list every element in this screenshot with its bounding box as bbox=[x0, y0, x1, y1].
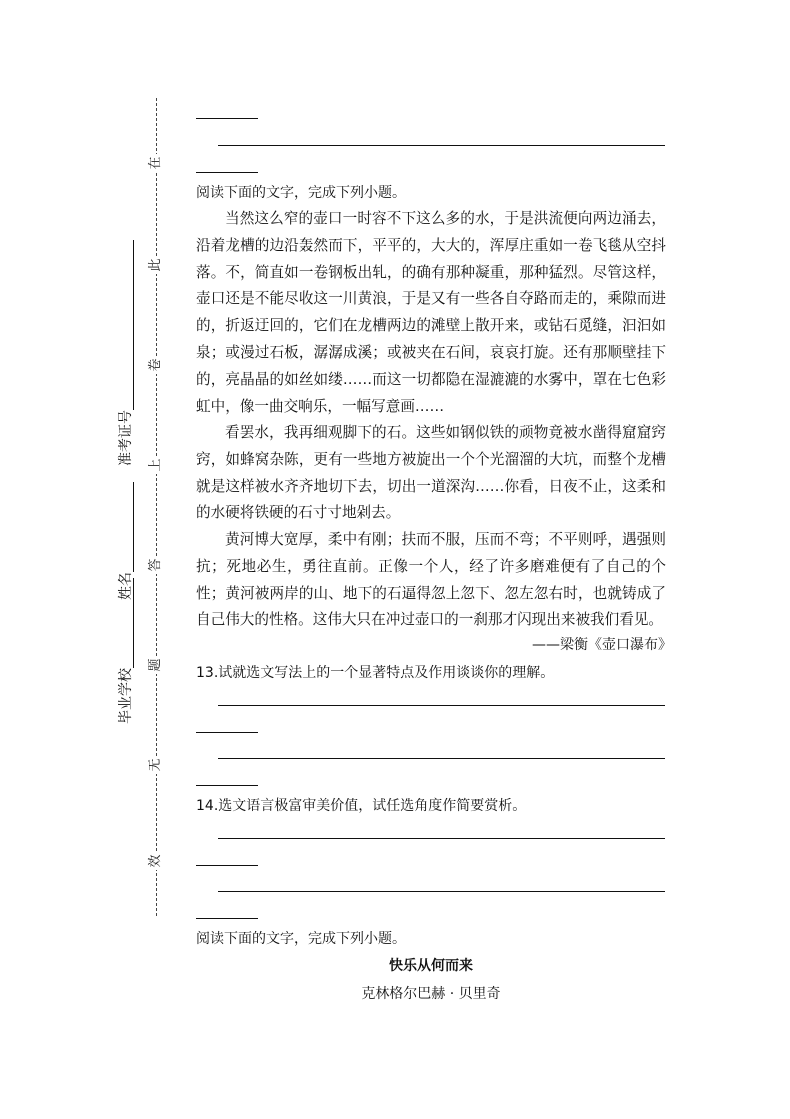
passage2-title: 快乐从何而来 bbox=[389, 958, 473, 974]
answer-line[interactable] bbox=[196, 918, 258, 919]
question-text: 选文语言极富审美价值，试任选角度作简要赏析。 bbox=[218, 798, 527, 814]
school-field bbox=[118, 578, 134, 724]
exam-id-blank[interactable] bbox=[119, 240, 134, 410]
school-blank[interactable] bbox=[119, 578, 134, 668]
name-label: 姓名 bbox=[118, 572, 134, 600]
seal-char: 此 bbox=[147, 256, 165, 274]
passage1-source: ——梁衡《壶口瀑布》 bbox=[532, 637, 672, 653]
question-14 bbox=[196, 797, 526, 815]
seal-char: 效 bbox=[147, 852, 165, 870]
seal-char: 无 bbox=[147, 756, 165, 774]
seal-char: 在 bbox=[147, 154, 165, 172]
exam-id-field bbox=[118, 240, 134, 466]
answer-line[interactable] bbox=[218, 758, 665, 759]
passage1-paragraph: 黄河博大宽厚，柔中有刚；扶而不服，压而不弯；不平则呼，遇强则抗；死地必生，勇往直前。正像一个人，经了许多磨难便有了自己的个性；黄河被两岸的山、地下的石逼得忽上忽下、忽左忽右时，也就铸成了自己伟大的性格。这伟大只在冲过壶口的一刹那才闪现出来被我们看见。 bbox=[196, 531, 666, 629]
name-blank[interactable] bbox=[119, 482, 134, 572]
passage2-author: 克林格尔巴赫 · 贝里奇 bbox=[361, 986, 501, 1002]
passage1-intro: 阅读下面的文字，完成下列小题。 bbox=[196, 185, 406, 201]
passage2-intro: 阅读下面的文字，完成下列小题。 bbox=[196, 931, 406, 947]
seal-char: 卷 bbox=[147, 356, 165, 374]
answer-line[interactable] bbox=[196, 732, 258, 733]
answer-line[interactable] bbox=[218, 705, 665, 706]
seal-char: 答 bbox=[147, 556, 165, 574]
question-text: 试就选文写法上的一个显著特点及作用谈谈你的理解。 bbox=[218, 665, 555, 681]
answer-line[interactable] bbox=[218, 145, 665, 146]
seal-char: 题 bbox=[147, 656, 165, 674]
answer-line[interactable] bbox=[196, 118, 258, 119]
question-number: 13. bbox=[196, 665, 219, 681]
exam-id-label: 准考证号 bbox=[118, 410, 134, 466]
answer-line[interactable] bbox=[196, 865, 258, 866]
question-13 bbox=[196, 664, 554, 682]
school-label: 毕业学校 bbox=[118, 668, 134, 724]
passage1-paragraph: 看罢水，我再细观脚下的石。这些如钢似铁的顽物竟被水凿得窟窟窍窍，如蜂窝杂陈，更有一些地方被旋出一个个光溜溜的大坑，而整个龙槽就是这样被水齐齐地切下去，切出一道深沟……你看，日夜不止，这柔和的水硬将铁硬的石寸寸地剁去。 bbox=[196, 424, 666, 522]
answer-line[interactable] bbox=[218, 891, 665, 892]
seal-char: 上 bbox=[147, 456, 165, 474]
question-number: 14. bbox=[196, 798, 219, 814]
answer-line[interactable] bbox=[196, 785, 258, 786]
seal-dashed-line bbox=[156, 98, 157, 916]
answer-line[interactable] bbox=[218, 838, 665, 839]
answer-line[interactable] bbox=[196, 172, 258, 173]
passage1-paragraph: 当然这么窄的壶口一时容不下这么多的水，于是洪流便向两边涌去，沿着龙槽的边沿轰然而下，平平的，大大的，浑厚庄重如一卷飞毯从空抖落。不，简直如一卷钢板出轧，的确有那种凝重，那种猛烈。尽管这样，壶口还是不能尽收这一川黄浪，于是又有一些各自夺路而走的，乘隙而进的，折返迂回的，它们在龙槽两边的滩壁上散开来，或钻石觅缝，汩汩如泉；或漫过石板，潺潺成溪；或被夹在石间，哀哀打旋。还有那顺壁挂下的，亮晶晶的如丝如缕……而这一切都隐在湿漉漉的水雾中，罩在七色彩虹中，像一曲交响乐，一幅写意画…… bbox=[196, 210, 666, 415]
